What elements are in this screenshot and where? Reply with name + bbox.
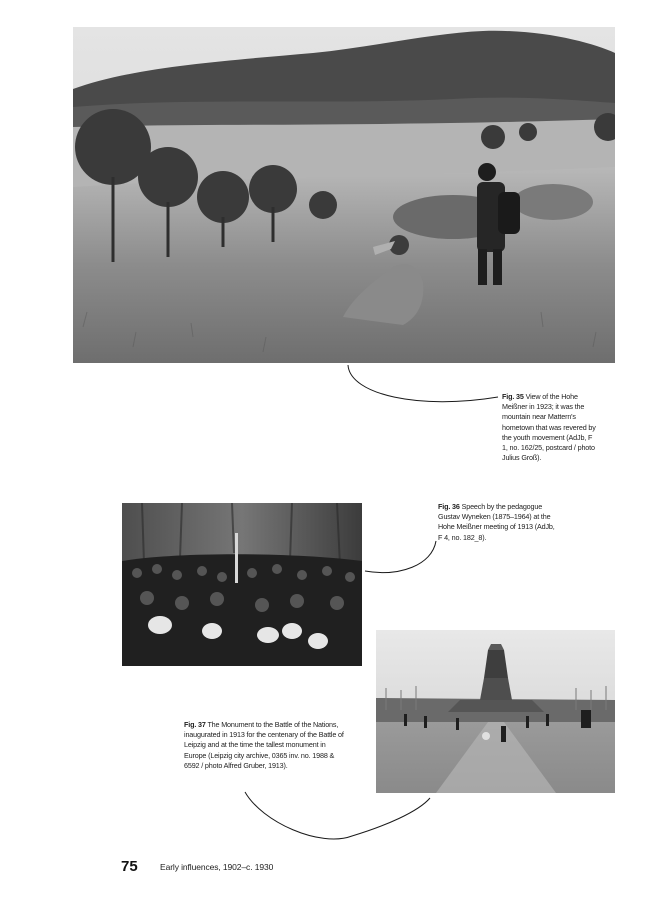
figure-36-connector — [365, 541, 436, 573]
figure-36-caption-text: Speech by the pedagogue Gustav Wyneken (1875–1964) at the Hohe Meißner meeting of 1913 (AdJb, F 4, no. 182_8). — [438, 502, 555, 542]
figure-36-label: Fig. 36 — [438, 502, 460, 511]
figure-35-image — [73, 27, 615, 363]
figure-37-connector — [245, 792, 430, 839]
figure-37-label: Fig. 37 — [184, 720, 206, 729]
figure-36-image — [122, 503, 362, 666]
figure-37-caption-text: The Monument to the Battle of the Nations, inaugurated in 1913 for the centenary of the Battle of Leipzig and at the time the tallest monument in Europe (Leipzig city archive, 0365 inv. no. 1988 & 6592 / photo Alfred Gruber, 1913). — [184, 720, 344, 770]
figure-37-image — [376, 630, 615, 793]
page-number: 75 — [121, 858, 138, 875]
figure-36-photo — [122, 503, 362, 666]
figure-36-caption — [438, 502, 556, 543]
figure-35-caption-text: View of the Hohe Meißner in 1923; it was the mountain near Mattern's hometown that was revered by the youth movement (AdJb, F 1, no. 162/25, postcard / photo Julius Groß). — [502, 392, 596, 463]
figure-37-photo — [376, 630, 615, 793]
figure-35-label: Fig. 35 — [502, 392, 524, 401]
running-head: Early influences, 1902–c. 1930 — [160, 862, 274, 872]
figure-35-photo — [73, 27, 615, 363]
figure-35-caption — [502, 392, 598, 463]
figure-35-connector — [348, 365, 498, 402]
figure-37-caption — [184, 720, 344, 771]
